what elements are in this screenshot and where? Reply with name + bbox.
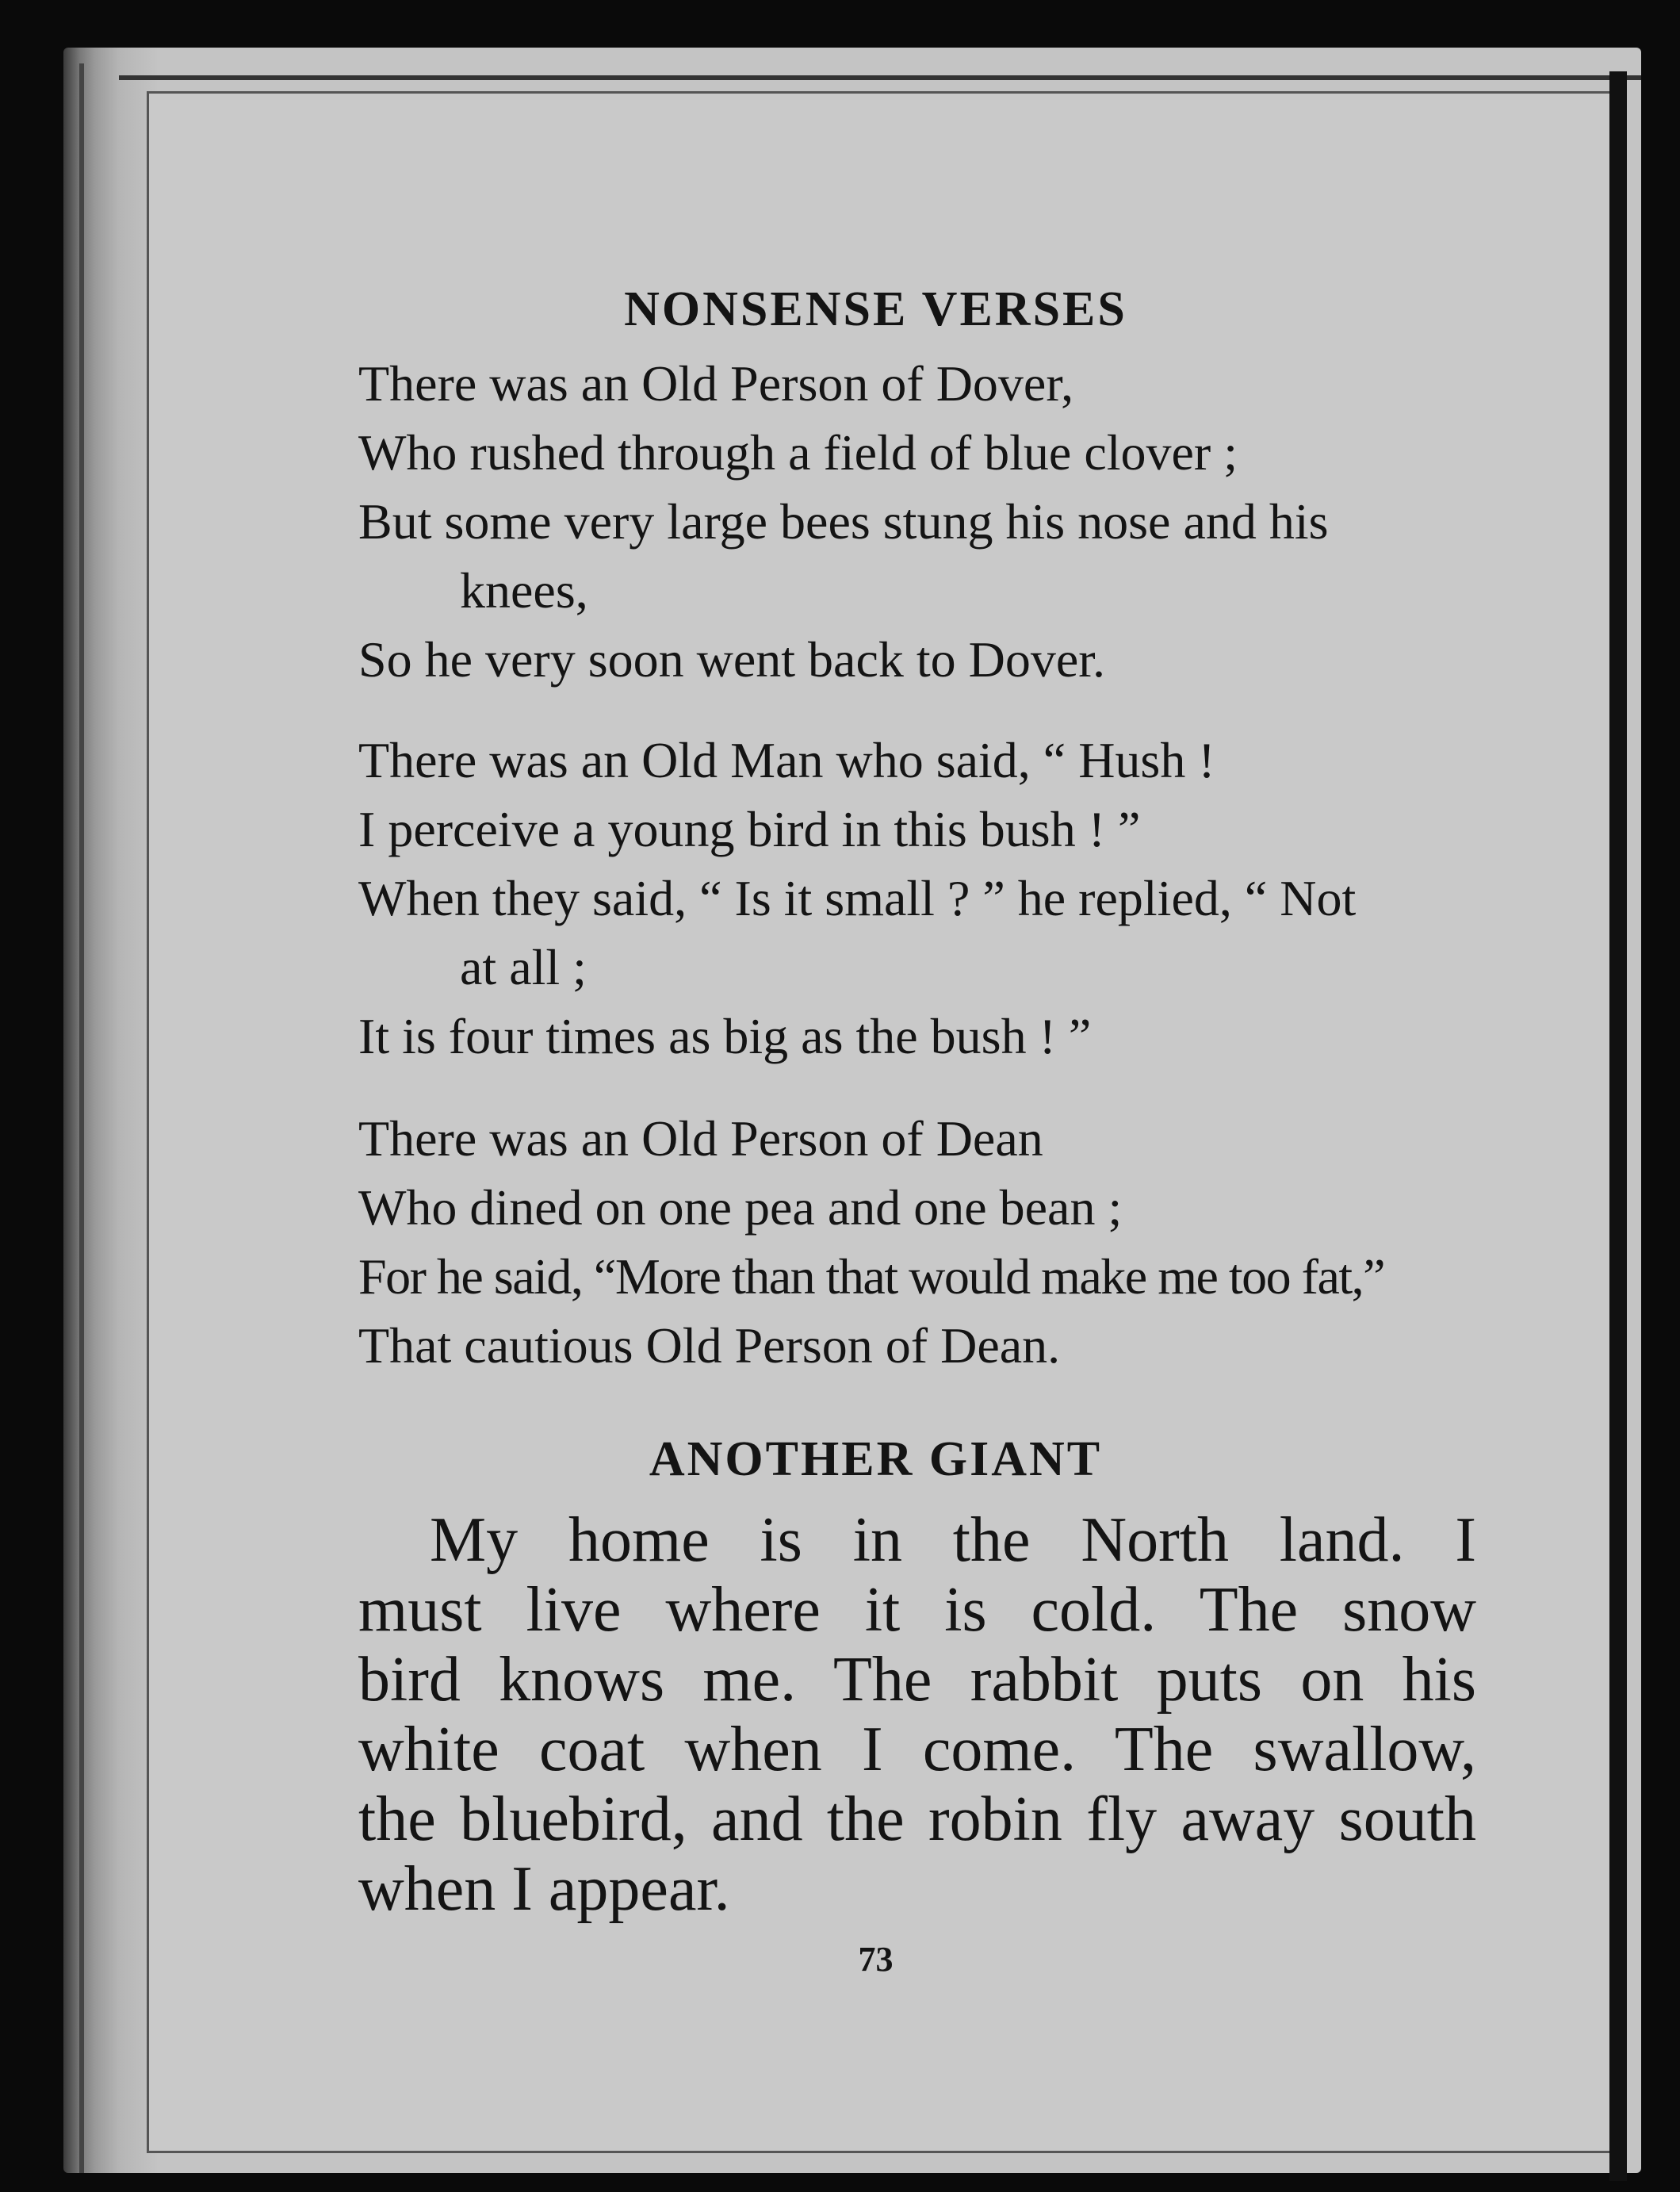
verse-line: There was an Old Person of Dover,	[358, 355, 1074, 412]
verse-line: So he very soon went back to Dover.	[358, 631, 1106, 688]
verse-line: But some very large bees stung his nose and his	[358, 493, 1329, 550]
verse-line: For he said, “More than that would make me too fat,”	[358, 1248, 1385, 1305]
right-border	[1609, 71, 1627, 2181]
verse-line: Who dined on one pea and one bean ;	[358, 1179, 1123, 1236]
verse-line: When they said, “ Is it small ? ” he replied, “ Not	[358, 870, 1357, 926]
page-number: 73	[858, 1940, 894, 1979]
verse-line: It is four times as big as the bush ! ”	[358, 1008, 1092, 1064]
verse-line-continuation: at all ;	[460, 939, 587, 995]
verse-line: I perceive a young bird in this bush ! ”	[358, 801, 1141, 857]
prose-line: when I appear.	[358, 1854, 730, 1924]
section-heading-nonsense-verses: NONSENSE VERSES	[624, 282, 1127, 336]
section-heading-another-giant: ANOTHER GIANT	[649, 1432, 1103, 1486]
stanza-3	[358, 1104, 1384, 1380]
verse-line: That cautious Old Person of Dean.	[358, 1317, 1061, 1374]
left-border	[79, 63, 84, 2173]
verse-line-continuation: knees,	[460, 562, 588, 619]
prose-line: bird knows me. The rabbit puts on his	[358, 1645, 1476, 1715]
verse-line: There was an Old Person of Dean	[358, 1110, 1043, 1167]
verse-line: There was an Old Man who said, “ Hush !	[358, 732, 1215, 788]
prose-paragraph	[358, 1505, 1476, 1924]
top-border	[119, 75, 1641, 80]
prose-line: My home is in the North land. I	[430, 1505, 1476, 1575]
prose-line: white coat when I come. The swallow,	[358, 1715, 1476, 1784]
prose-line: must live where it is cold. The snow	[358, 1575, 1476, 1645]
stanza-2	[358, 726, 1356, 1071]
stanza-1	[358, 349, 1329, 694]
verse-line: Who rushed through a field of blue clover ;	[358, 424, 1238, 481]
prose-line: the bluebird, and the robin fly away south	[358, 1784, 1476, 1854]
